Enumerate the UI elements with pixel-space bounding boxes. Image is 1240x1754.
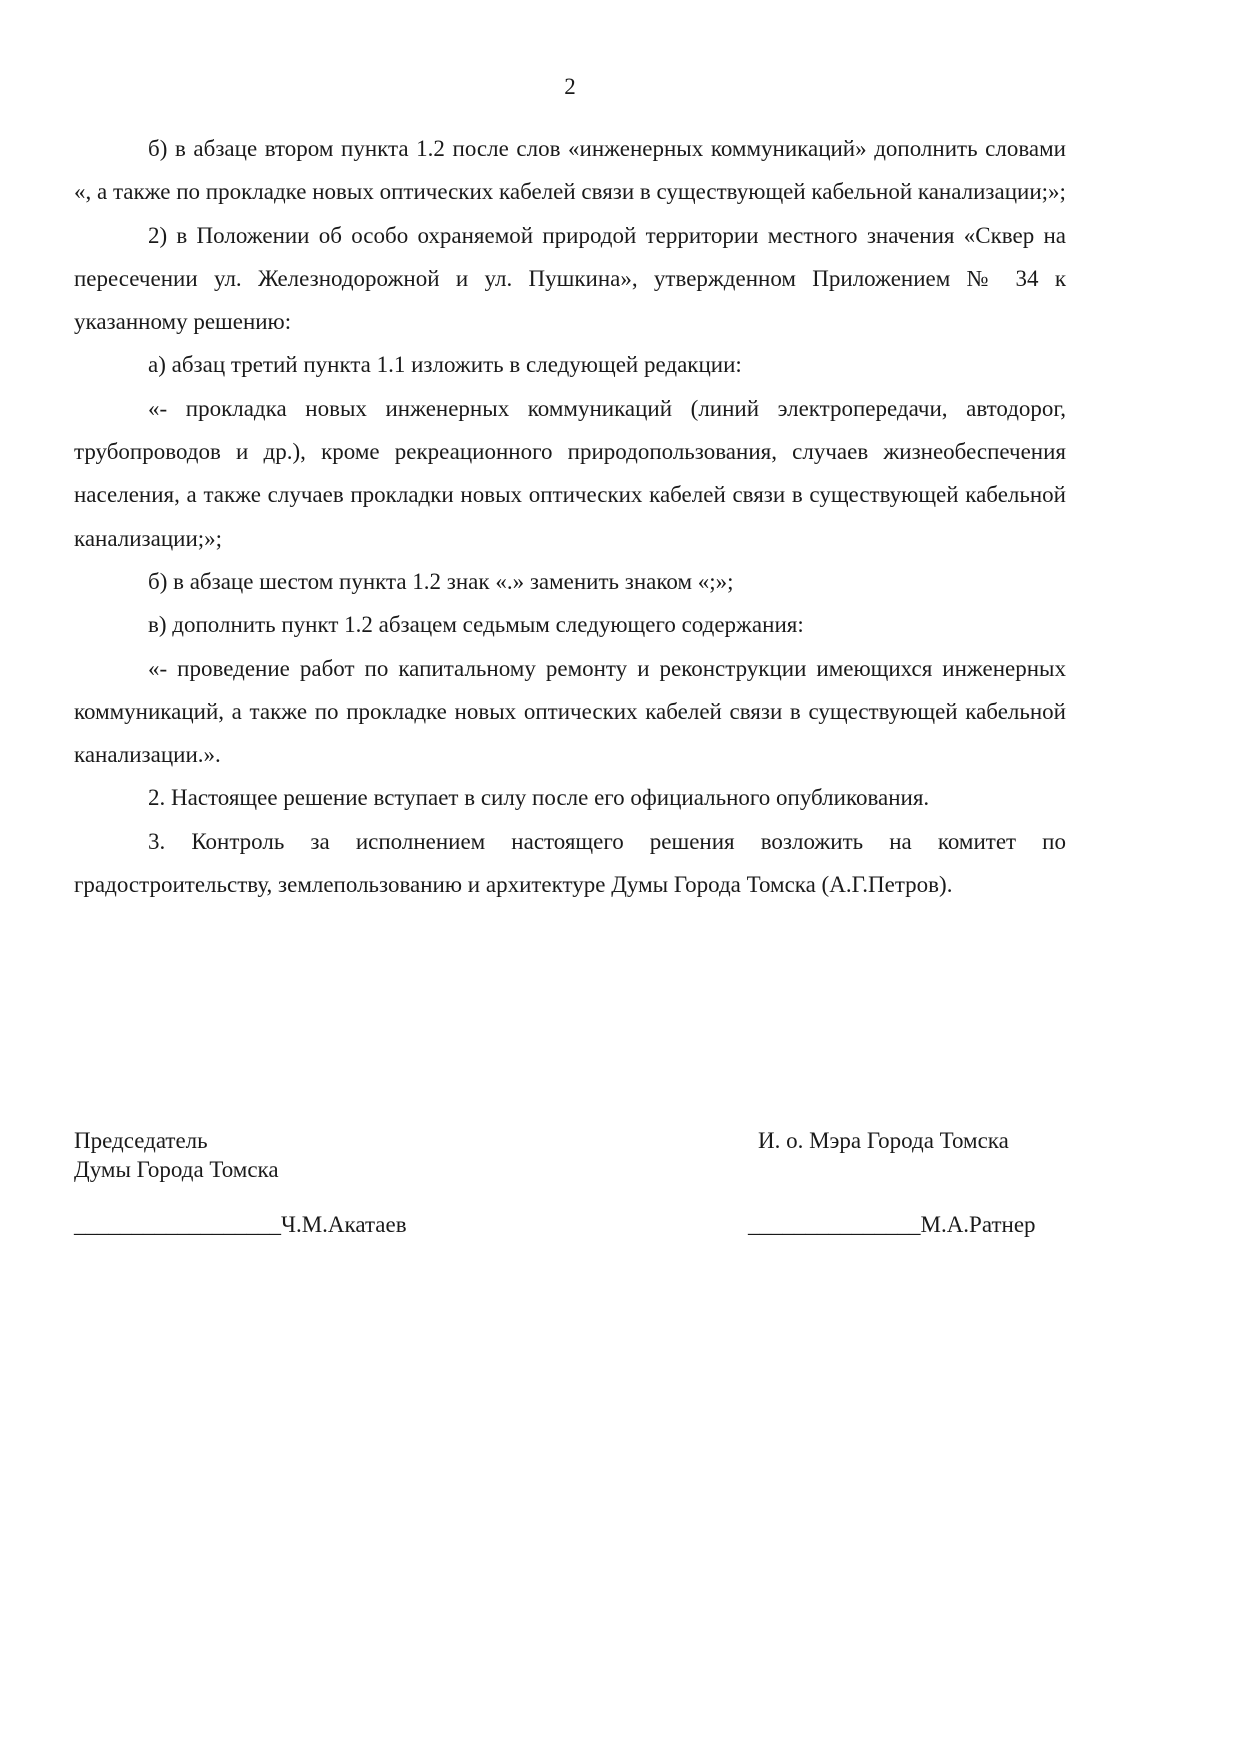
signature-right-name: _______________М.А.Ратнер	[748, 1212, 1036, 1237]
paragraph-item-2-effective: 2. Настоящее решение вступает в силу после его официального опубликования.	[148, 785, 930, 811]
signature-left-title-line2: Думы Города Томска	[74, 1157, 279, 1182]
signature-left-name: __________________Ч.М.Акатаев	[74, 1212, 407, 1237]
signature-right-title	[758, 1126, 1009, 1155]
paragraph-quote-1-1: «- прокладка новых инженерных коммуникаций (линий электропередачи, автодорог, трубопроводов и др.), кроме рекреационного природопользования, случаев жизнеобеспечения населения, а также случаев прокладки новых оптических кабелей связи в существующей кабельной канализации;»;	[74, 395, 1066, 551]
paragraph-amend-b-1-2: б) в абзаце втором пункта 1.2 после слов «инженерных коммуникаций» дополнить словами «, а также по прокладке новых оптических кабелей связи в существующей кабельной канализации;»;	[74, 136, 1066, 205]
paragraph-item-2: 2) в Положении об особо охраняемой природой территории местного значения «Сквер на пересечении ул. Железнодорожной и ул. Пушкина», утвержденном Приложением № 34 к указанному решению:	[74, 222, 1066, 335]
document-body	[74, 127, 1066, 906]
paragraph-item-3-control: 3. Контроль за исполнением настоящего решения возложить на комитет по градостроительству, землепользованию и архитектуре Думы Города Томска (А.Г.Петров).	[74, 828, 1066, 898]
signature-left-title-line1: Председатель	[74, 1128, 208, 1153]
paragraph-amend-a-1-1: а) абзац третий пункта 1.1 изложить в следующей редакции:	[148, 352, 742, 378]
paragraph-amend-b-1-2-sign: б) в абзаце шестом пункта 1.2 знак «.» заменить знаком «;»;	[148, 568, 734, 594]
page-number: 2	[564, 74, 576, 99]
paragraph-quote-1-2: «- проведение работ по капитальному ремонту и реконструкции имеющихся инженерных коммуникаций, а также по прокладке новых оптических кабелей связи в существующей кабельной канализации.».	[74, 655, 1066, 768]
signature-right-title-line1: И. о. Мэра Города Томска	[758, 1128, 1009, 1153]
paragraph-amend-c-1-2: в) дополнить пункт 1.2 абзацем седьмым следующего содержания:	[148, 612, 804, 638]
signature-left-title	[74, 1126, 279, 1184]
